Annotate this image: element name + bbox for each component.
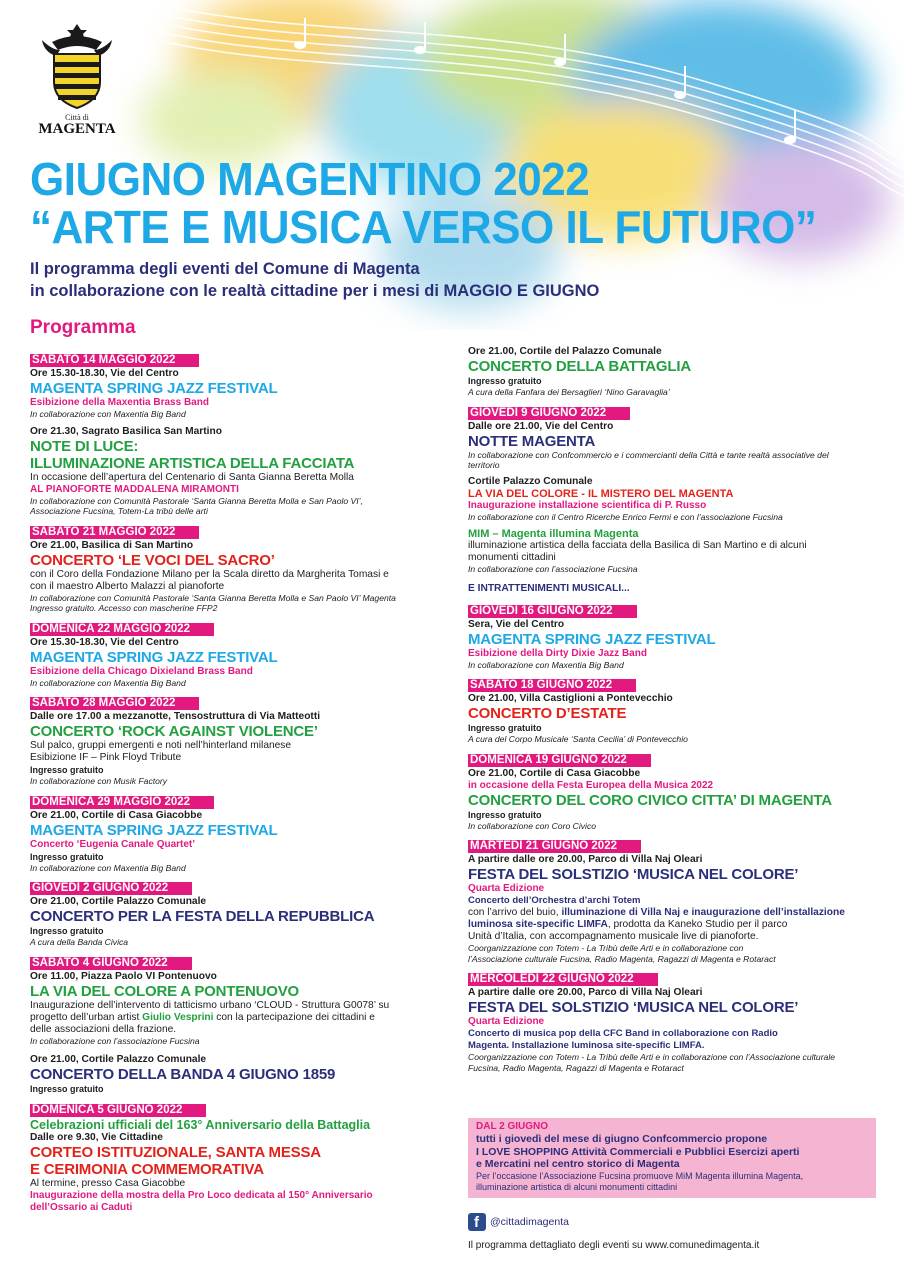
event-date: DOMENICA 5 GIUGNO 2022	[30, 1104, 206, 1117]
event-note: In collaborazione con Coro Civico	[468, 820, 597, 831]
event-14-maggio	[30, 350, 445, 420]
event-title: CORTEO ISTITUZIONALE, SANTA MESSA	[30, 1144, 321, 1161]
event-19-giugno	[468, 750, 876, 832]
event-desc: Sul palco, gruppi emergenti e noti nell’hinterland milanese	[30, 740, 292, 751]
logo-city-name: MAGENTA	[38, 121, 116, 137]
event-note: In collaborazione con l’associazione Fucsina	[30, 1035, 200, 1046]
event-title: CONCERTO D’ESTATE	[468, 705, 627, 722]
event-note: A cura del Corpo Musicale ‘Santa Cecilia’ di Pontevecchio	[468, 734, 688, 744]
event-title: E CERIMONIA COMMEMORATIVA	[30, 1161, 264, 1178]
event-title: NOTE DI LUCE:	[30, 437, 139, 455]
event-date: MERCOLEDÌ 22 GIUGNO 2022	[468, 973, 658, 986]
event-title: MAGENTA SPRING JAZZ FESTIVAL	[30, 380, 278, 397]
event-desc-part: con la partecipazione dei cittadini e	[213, 1011, 375, 1023]
event-note: In collaborazione con Maxentia Big Band	[30, 409, 186, 419]
event-note: Coorganizzazione con Totem - La Tribù delle Arti e in collaborazione con l’Associazione culturale	[468, 1052, 836, 1062]
event-title: CONCERTO DEL CORO CIVICO CITTA’ DI MAGENTA	[468, 791, 832, 809]
event-date: SABATO 21 MAGGIO 2022	[30, 526, 199, 539]
event-desc: con il maestro Alberto Malazzi al pianoforte	[30, 580, 225, 592]
promo-line: tutti i giovedì del mese di giugno Confcommercio propone	[476, 1133, 768, 1145]
event-desc-bold: Concerto dell’Orchestra d’archi Totem	[468, 895, 641, 906]
promo-date: DAL 2 GIUGNO	[476, 1121, 549, 1132]
event-date: MARTEDÌ 21 GIUGNO 2022	[468, 840, 641, 853]
logo-small-text: Città di	[65, 113, 89, 122]
event-time: Ore 21.00, Basilica di San Martino	[30, 539, 194, 551]
event-desc	[30, 1012, 445, 1024]
event-time: A partire dalle ore 20.00, Parco di Villa Naj Oleari	[468, 987, 703, 998]
event-free-entry: Ingresso gratuito	[30, 926, 104, 936]
shopping-promo-box	[468, 1118, 876, 1198]
event-desc-part: progetto dell’urban artist	[30, 1011, 143, 1023]
event-note: Fucsina, Radio Magenta, Ragazzi di Magenta e Rotaract	[468, 1062, 684, 1073]
event-free-entry: Ingresso gratuito	[468, 376, 542, 386]
coat-of-arms-icon	[32, 20, 122, 112]
event-desc-highlight: luminosa site-specific LIMFA	[468, 919, 608, 930]
event-16-giugno	[468, 601, 876, 671]
event-desc	[468, 919, 876, 931]
event-note: In collaborazione con Comunità Pastorale ‘Santa Gianna Beretta Molla e San Paolo VI’,	[30, 495, 363, 506]
event-desc: Al termine, presso Casa Giacobbe	[30, 1178, 186, 1189]
event-title: LA VIA DEL COLORE - IL MISTERO DEL MAGENTA	[468, 487, 734, 500]
event-time: Dalle ore 21.00, Vie del Centro	[468, 420, 614, 432]
event-2-giugno	[30, 878, 445, 948]
event-desc-bold: Concerto di musica pop della CFC Band in collaborazione con Radio	[468, 1028, 778, 1039]
event-subtitle: Esibizione della Chicago Dixieland Brass Band	[30, 665, 253, 677]
event-desc-part: , prodotta da Kaneko Studio per il parco	[607, 919, 788, 930]
event-note: A cura della Banda Civica	[30, 937, 129, 947]
event-desc: con il Coro della Fondazione Milano per la Scala diretto da Margherita Tomasi e	[30, 568, 389, 580]
event-subtitle: in occasione della Festa Europea della Musica 2022	[468, 779, 714, 791]
promo-line: e Mercatini nel centro storico di Magenta	[476, 1158, 680, 1170]
event-9-giugno	[468, 403, 876, 471]
title-line-2: “ARTE E MUSICA VERSO IL FUTURO”	[30, 202, 817, 254]
city-logo	[32, 20, 122, 140]
event-date: SABATO 18 GIUGNO 2022	[468, 679, 636, 692]
event-title: MAGENTA SPRING JAZZ FESTIVAL	[468, 630, 716, 648]
right-column	[468, 346, 876, 1078]
event-note: A cura della Fanfara dei Bersaglieri ‘Nino Garavaglia’	[468, 387, 670, 397]
promo-line: I LOVE SHOPPING Attività Commerciali e Pubblici Esercizi aperti	[476, 1145, 800, 1158]
event-title: CONCERTO PER LA FESTA DELLA REPUBBLICA	[30, 908, 375, 925]
event-4-giugno	[30, 953, 445, 1047]
event-desc: In occasione dell’apertura del Centenario di Santa Gianna Beretta Molla	[30, 471, 354, 483]
event-free-entry: Ingresso gratuito	[468, 809, 542, 820]
title-line-1: GIUGNO MAGENTINO 2022	[30, 153, 590, 206]
event-desc: Inaugurazione dell’intervento di tatticismo urbano ‘CLOUD - Struttura G0078’ su	[30, 999, 390, 1011]
event-desc-highlight: illuminazione di Villa Naj e inaugurazione dell’installazione	[561, 907, 845, 918]
left-column	[30, 350, 445, 1219]
event-title: FESTA DEL SOLSTIZIO ‘MUSICA NEL COLORE’	[468, 999, 799, 1016]
event-date: SABATO 28 MAGGIO 2022	[30, 697, 199, 710]
event-subtitle: dell’Ossario ai Caduti	[30, 1202, 133, 1213]
event-note: l’Associazione culturale Fucsina, Radio Magenta, Ragazzi di Magenta e Rotaract	[468, 953, 776, 964]
event-battaglia	[468, 346, 876, 398]
facebook-link[interactable]	[468, 1213, 569, 1231]
event-date: GIOVEDÌ 9 GIUGNO 2022	[468, 407, 630, 420]
event-subtitle: Inaugurazione installazione scientifica di P. Russo	[468, 499, 707, 511]
event-free-entry: Ingresso gratuito	[30, 1084, 104, 1094]
event-22-maggio	[30, 619, 445, 689]
artist-name: Giulio Vesprini	[142, 1011, 214, 1023]
event-note: In collaborazione con Confcommercio e i commercianti della Città e tante realtà associative del	[468, 449, 829, 460]
event-subtitle: Quarta Edizione	[468, 1016, 545, 1027]
event-note: In collaborazione con l’associazione Fucsina	[468, 564, 638, 574]
event-subtitle: Concerto ‘Eugenia Canale Quartet’	[30, 838, 196, 850]
event-free-entry: Ingresso gratuito	[468, 723, 542, 733]
event-21-giugno	[468, 836, 876, 964]
event-free-entry: Ingresso gratuito	[30, 765, 104, 775]
event-time: Ore 15.30-18.30, Vie del Centro	[30, 636, 179, 648]
event-date: GIOVEDÌ 2 GIUGNO 2022	[30, 882, 192, 895]
event-time: Ore 21.00, Cortile di Casa Giacobbe	[30, 809, 203, 821]
facebook-icon: f	[468, 1213, 486, 1231]
event-time: Ore 15.30-18.30, Vie del Centro	[30, 368, 179, 379]
event-subtitle: Inaugurazione della mostra della Pro Loco dedicata al 150° Anniversario	[30, 1190, 373, 1201]
event-title: LA VIA DEL COLORE A PONTENUOVO	[30, 982, 300, 1000]
promo-note: illuminazione artistica di alcuni monumenti cittadini	[476, 1181, 678, 1192]
event-time: Cortile Palazzo Comunale	[468, 475, 593, 487]
promo-note: Per l’occasione l’Associazione Fucsina promuove MiM Magenta illumina Magenta,	[476, 1170, 804, 1181]
subtitle	[30, 258, 890, 302]
event-date: DOMENICA 19 GIUGNO 2022	[468, 754, 651, 767]
event-time: Dalle ore 9.30, Vie Cittadine	[30, 1132, 163, 1143]
event-title: CONCERTO DELLA BANDA 4 GIUGNO 1859	[30, 1066, 336, 1083]
subtitle-line-2: in collaborazione con le realtà cittadine per i mesi di MAGGIO E GIUGNO	[30, 282, 600, 300]
event-time: A partire dalle ore 20.00, Parco di Villa Naj Oleari	[468, 854, 703, 865]
event-note: Associazione Fucsina, Totem-La tribù delle arti	[30, 506, 208, 516]
event-via-del-colore	[468, 476, 876, 523]
event-title: MIM – Magenta illumina Magenta	[468, 528, 639, 540]
event-desc: illuminazione artistica della facciata della Basilica di San Martino e di alcuni	[468, 540, 807, 551]
event-time: Ore 21.00, Cortile Palazzo Comunale	[30, 1054, 207, 1065]
subtitle-line-1: Il programma degli eventi del Comune di Magenta	[30, 260, 420, 278]
event-time: Ore 21.00, Villa Castiglioni a Pontevecchio	[468, 693, 673, 704]
event-mim	[468, 528, 876, 575]
event-time: Sera, Vie del Centro	[468, 618, 565, 630]
event-note: territorio	[468, 460, 500, 470]
event-note: Coorganizzazione con Totem - La Tribù delle Arti e in collaborazione con	[468, 943, 744, 953]
event-note: In collaborazione con Comunità Pastorale ‘Santa Gianna Beretta Molla e San Paolo VI’ Magenta	[30, 592, 396, 603]
event-title: MAGENTA SPRING JAZZ FESTIVAL	[30, 648, 278, 666]
event-banda	[30, 1054, 445, 1095]
event-note: In collaborazione con Maxentia Big Band	[30, 677, 186, 688]
event-desc	[468, 907, 876, 919]
event-date: SABATO 14 MAGGIO 2022	[30, 354, 199, 367]
programma-heading: Programma	[30, 317, 136, 338]
event-time: Ore 21.30, Sagrato Basilica San Martino	[30, 425, 222, 437]
event-time: Ore 21.00, Cortile di Casa Giacobbe	[468, 767, 641, 779]
event-title: FESTA DEL SOLSTIZIO ‘MUSICA NEL COLORE’	[468, 866, 799, 883]
event-22-giugno	[468, 969, 876, 1073]
event-desc-bold: Magenta. Installazione luminosa site-specific LIMFA.	[468, 1040, 705, 1051]
event-note: In collaborazione con il Centro Ricerche Enrico Fermi e con l’associazione Fucsina	[468, 511, 783, 522]
event-date: GIOVEDÌ 16 GIUGNO 2022	[468, 605, 637, 618]
event-28-maggio	[30, 693, 445, 787]
event-desc-part: con l’arrivo del buio,	[468, 907, 562, 918]
event-subtitle: Esibizione della Dirty Dixie Jazz Band	[468, 647, 647, 659]
event-date: DOMENICA 22 MAGGIO 2022	[30, 623, 214, 636]
event-18-giugno	[468, 675, 876, 745]
event-21-maggio	[30, 522, 445, 614]
page-title	[30, 153, 890, 254]
event-subtitle: Quarta Edizione	[468, 883, 545, 894]
event-note: Ingresso gratuito. Accesso con mascherine FFP2	[30, 603, 218, 613]
event-note: In collaborazione con Maxentia Big Band	[30, 862, 186, 873]
event-title: Celebrazioni ufficiali del 163° Anniversario della Battaglia	[30, 1118, 371, 1132]
event-desc: monumenti cittadini	[468, 552, 556, 563]
event-desc: Unità d’Italia, con accompagnamento musicale live di pianoforte.	[468, 931, 759, 942]
event-time: Ore 21.00, Cortile Palazzo Comunale	[30, 896, 207, 907]
event-title: CONCERTO DELLA BATTAGLIA	[468, 358, 691, 375]
event-title: NOTTE MAGENTA	[468, 432, 596, 450]
event-note: In collaborazione con Maxentia Big Band	[468, 659, 624, 670]
event-title: CONCERTO ‘LE VOCI DEL SACRO’	[30, 551, 275, 569]
event-desc: Esibizione IF – Pink Floyd Tribute	[30, 752, 182, 763]
event-title: ILLUMINAZIONE ARTISTICA DELLA FACCIATA	[30, 454, 355, 472]
event-time: Ore 21.00, Cortile del Palazzo Comunale	[468, 346, 662, 357]
event-free-entry: Ingresso gratuito	[30, 851, 104, 862]
event-note: In collaborazione con Musik Factory	[30, 776, 168, 786]
event-5-giugno	[30, 1100, 445, 1214]
event-date: DOMENICA 29 MAGGIO 2022	[30, 796, 214, 809]
event-subtitle: AL PIANOFORTE MADDALENA MIRAMONTI	[30, 483, 239, 495]
event-note-di-luce	[30, 426, 445, 517]
event-time: Dalle ore 17.00 a mezzanotte, Tensostruttura di Via Matteotti	[30, 711, 321, 722]
event-subtitle: Esibizione della Maxentia Brass Band	[30, 397, 209, 408]
website-note: Il programma dettagliato degli eventi su www.comunedimagenta.it	[468, 1240, 760, 1251]
event-title: MAGENTA SPRING JAZZ FESTIVAL	[30, 821, 278, 839]
event-date: SABATO 4 GIUGNO 2022	[30, 957, 192, 970]
event-title: CONCERTO ‘ROCK AGAINST VIOLENCE’	[30, 723, 318, 740]
event-desc: delle associazioni della frazione.	[30, 1023, 177, 1035]
section-heading: E INTRATTENIMENTI MUSICALI...	[468, 582, 630, 594]
event-time: Ore 11.00, Piazza Paolo VI Pontenuovo	[30, 970, 217, 982]
social-handle: @cittadimagenta	[490, 1216, 569, 1228]
event-29-maggio	[30, 792, 445, 874]
